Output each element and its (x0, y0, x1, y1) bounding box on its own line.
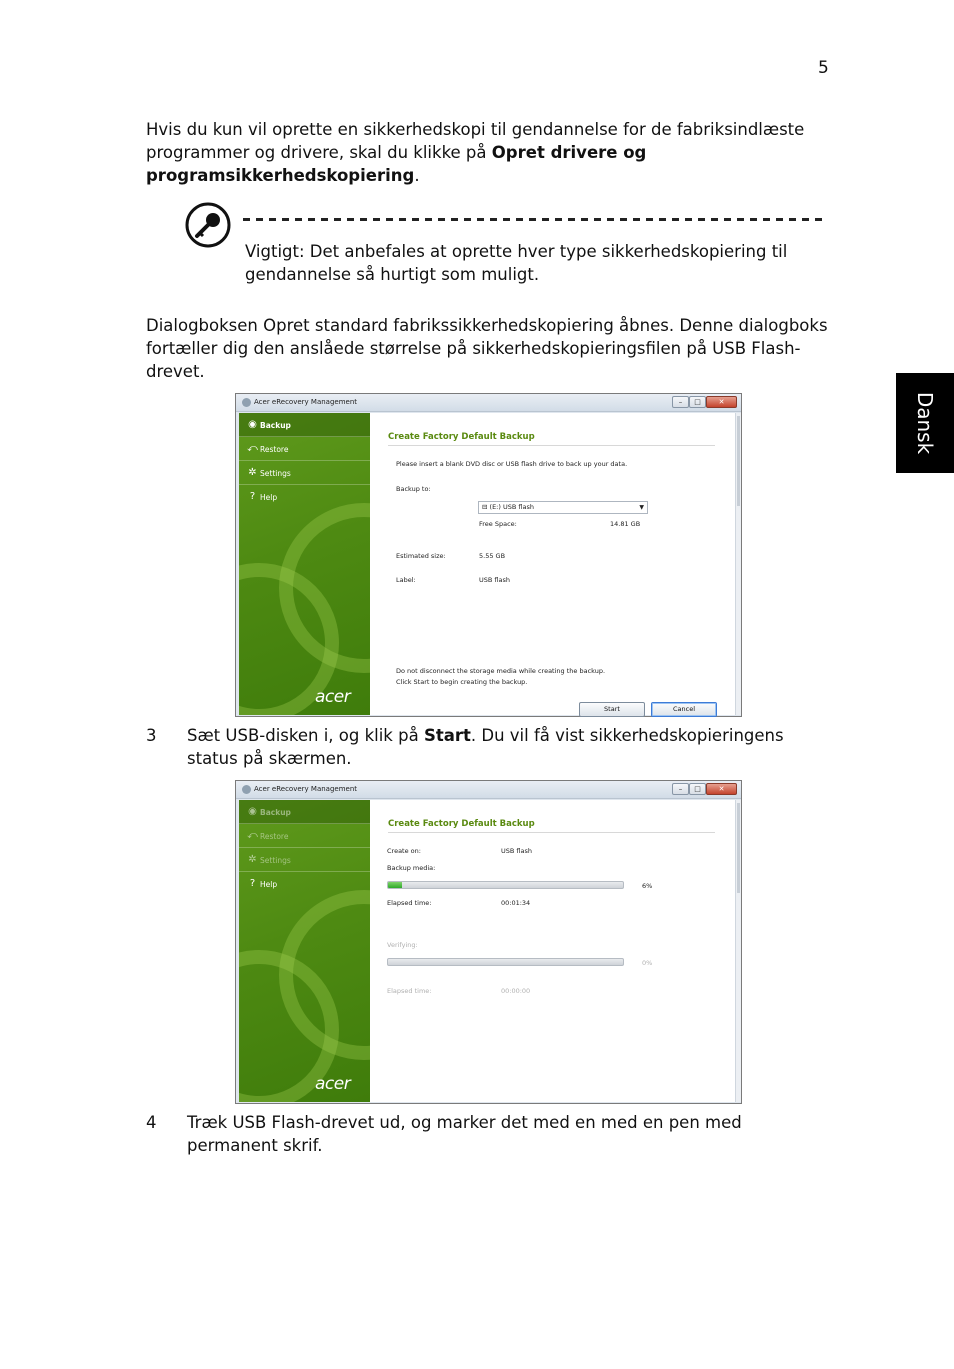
warning-text-2: Click Start to begin creating the backup. (396, 678, 528, 686)
start-button[interactable]: Start (579, 702, 645, 717)
estimated-size-value: 5.55 GB (479, 552, 506, 560)
warning-text-1: Do not disconnect the storage media while creating the backup. (396, 667, 606, 675)
sidebar-item-help[interactable]: ? Help (239, 872, 370, 896)
page-number: 5 (818, 58, 829, 78)
free-space-value: 14.81 GB (610, 520, 641, 528)
gear-icon: ✲ (248, 467, 257, 478)
chevron-down-icon: ▼ (639, 504, 644, 511)
content-heading: Create Factory Default Backup (388, 432, 535, 442)
sidebar-item-restore[interactable]: ⤺ Restore (239, 437, 370, 461)
acer-logo: acer (315, 687, 351, 707)
cancel-button[interactable]: Cancel (651, 702, 717, 717)
backup-to-label: Backup to: (396, 485, 431, 493)
app-icon (242, 785, 251, 794)
step-text: Sæt USB-disken i, og klik på Start. Du vil få vist sikkerhedskopieringens status på skærmen. (187, 726, 784, 768)
estimated-size-label: Estimated size: (396, 552, 446, 560)
note-label: Vigtigt (245, 242, 299, 261)
sidebar-item-settings[interactable]: ✲ Settings (239, 848, 370, 872)
backup-icon: ◉ (248, 806, 257, 817)
sidebar-item-help[interactable]: ? Help (239, 485, 370, 509)
backup-percent: 6% (642, 882, 653, 890)
help-icon: ? (249, 878, 256, 889)
maximize-button[interactable]: □ (689, 396, 706, 408)
close-button[interactable]: ✕ (706, 396, 737, 408)
label-value: USB flash (479, 576, 510, 584)
backup-icon: ◉ (248, 419, 257, 430)
verifying-label: Verifying: (387, 941, 418, 949)
content-pane (370, 413, 735, 715)
sidebar (239, 800, 370, 1102)
language-tab: Dansk (896, 373, 954, 473)
backup-progress-fill (388, 882, 402, 888)
backup-progress-bar (387, 881, 624, 889)
minimize-button[interactable]: – (672, 396, 689, 408)
help-icon: ? (249, 491, 256, 502)
window-title: Acer eRecovery Management (254, 398, 358, 406)
create-on-label: Create on: (387, 847, 421, 855)
backup-to-select[interactable]: ⊟ (E:) USB flash ▼ (478, 501, 648, 514)
note-text: Vigtigt: Det anbefales at oprette hver type sikkerhedskopiering til gendannelse så hurtigt som muligt. (245, 242, 788, 284)
verify-progress-bar (387, 958, 624, 966)
intro-paragraph: Hvis du kun vil oprette en sikkerhedskopi til gendannelse for de fabriksindlæste programmer og drivere, skal du klikke på Opret drivere og programsikkerhedskopiering. (146, 120, 805, 185)
close-button[interactable]: ✕ (706, 783, 737, 795)
minimize-button[interactable]: – (672, 783, 689, 795)
label-label: Label: (396, 576, 416, 584)
screenshot-backup-setup (235, 393, 742, 717)
note-divider (243, 218, 828, 221)
scrollbar[interactable] (735, 800, 741, 1102)
sidebar-item-settings[interactable]: ✲ Settings (239, 461, 370, 485)
scrollbar[interactable] (735, 413, 741, 715)
acer-logo: acer (315, 1074, 351, 1094)
step-number: 3 (146, 726, 157, 745)
elapsed-label: Elapsed time: (387, 899, 432, 907)
elapsed2-label: Elapsed time: (387, 987, 432, 995)
restore-icon: ⤺ (247, 443, 258, 454)
intro-bold-link: Opret drivere og programsikkerhedskopiering (146, 143, 647, 185)
elapsed-value: 00:01:34 (501, 899, 531, 907)
screenshot-backup-progress (235, 780, 742, 1104)
sidebar-item-restore[interactable]: ⤺ Restore (239, 824, 370, 848)
instruction-text: Please insert a blank DVD disc or USB flash drive to back up your data. (396, 460, 628, 468)
window-titlebar (236, 394, 741, 412)
content-heading: Create Factory Default Backup (388, 819, 535, 829)
window-titlebar (236, 781, 741, 799)
elapsed2-value: 00:00:00 (501, 987, 531, 995)
create-on-value: USB flash (501, 847, 532, 855)
backup-media-label: Backup media: (387, 864, 436, 872)
step-text: Træk USB Flash-drevet ud, og marker det med en med en pen med permanent skrif. (187, 1113, 742, 1155)
dialog-paragraph: Dialogboksen Opret standard fabrikssikkerhedskopiering åbnes. Denne dialogboks fortæller dig den anslåede størrelse på sikkerhedskopieringsfilen på USB Flash-drevet. (146, 316, 828, 381)
free-space-label: Free Space: (479, 520, 517, 528)
sidebar-item-backup[interactable]: ◉ Backup (239, 800, 370, 824)
maximize-button[interactable]: □ (689, 783, 706, 795)
key-icon (185, 202, 231, 248)
gear-icon: ✲ (248, 854, 257, 865)
window-title: Acer eRecovery Management (254, 785, 358, 793)
restore-icon: ⤺ (247, 830, 258, 841)
sidebar (239, 413, 370, 715)
step-number: 4 (146, 1113, 157, 1132)
drive-icon: ⊟ (482, 503, 488, 511)
app-icon (242, 398, 251, 407)
verify-percent: 0% (642, 959, 653, 967)
content-pane (370, 800, 735, 1102)
sidebar-item-backup[interactable]: ◉ Backup (239, 413, 370, 437)
